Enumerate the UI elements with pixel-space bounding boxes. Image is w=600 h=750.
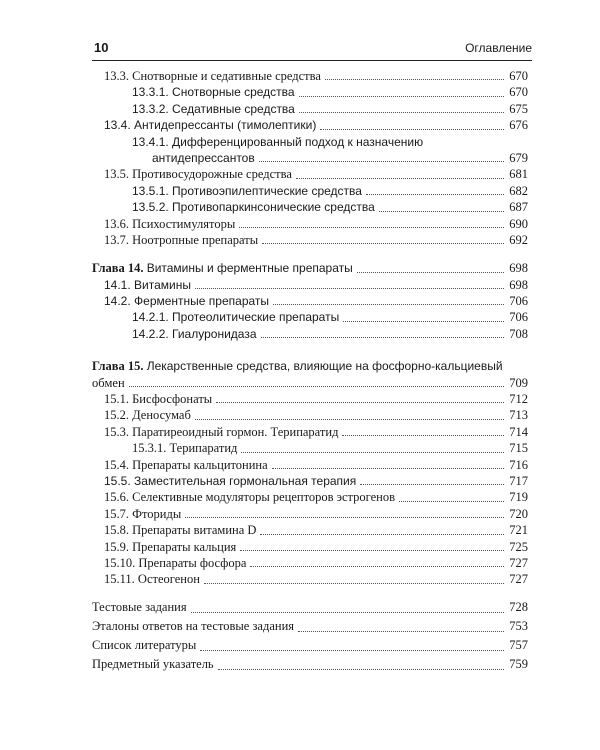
toc-entry[interactable]: [92, 407, 528, 423]
page-ref: 716: [509, 457, 528, 472]
page-ref: 676: [509, 118, 528, 133]
running-title: Оглавление: [465, 41, 532, 55]
chapter-title: Лекарственные средства, влияющие на фосфорно-кальциевый: [146, 359, 503, 374]
toc-entry-title: 13.3.1. Снотворные средства: [132, 85, 295, 100]
leader-dots: [259, 160, 504, 162]
leader-dots: [185, 516, 504, 518]
leader-dots: [366, 193, 504, 195]
leader-dots: [250, 565, 504, 567]
toc-chapter-15-items: [92, 391, 528, 588]
toc-entry[interactable]: [92, 522, 528, 538]
toc-entry[interactable]: [92, 293, 528, 309]
toc-entry-title: 15.10. Препараты фосфора: [104, 555, 247, 570]
toc-entry[interactable]: [92, 134, 528, 150]
leader-dots: [320, 128, 504, 130]
page-ref: 706: [509, 310, 528, 325]
toc-entry[interactable]: [92, 84, 528, 100]
toc-chapter-heading[interactable]: [92, 260, 528, 276]
page-ref: 727: [509, 555, 528, 570]
toc-entry-title: 15.7. Фториды: [104, 506, 182, 521]
leader-dots: [204, 582, 504, 584]
toc-entry[interactable]: [92, 150, 528, 166]
page-ref: 720: [509, 506, 528, 521]
page-ref: 719: [509, 490, 528, 505]
toc-entry[interactable]: [92, 555, 528, 571]
toc-entry-title: 15.11. Остеогенон: [104, 572, 200, 587]
leader-dots: [342, 434, 504, 436]
toc-entry-title: 13.5. Противосудорожные средства: [104, 167, 292, 182]
toc-chapter-15: [92, 358, 528, 587]
toc-entry-title: 14.2.1. Протеолитические препараты: [132, 310, 340, 325]
toc-entry[interactable]: [92, 309, 528, 325]
toc-entry-title: 13.5.2. Противопаркинсонические средства: [132, 200, 375, 215]
leader-dots: [272, 467, 504, 469]
page-number: 10: [94, 40, 109, 55]
page-ref: 698: [509, 261, 528, 276]
leader-dots: [299, 111, 504, 113]
page-ref: 679: [509, 150, 528, 165]
toc-entry[interactable]: [92, 506, 528, 522]
toc-entry[interactable]: [92, 326, 528, 342]
page-ref: 753: [509, 618, 528, 633]
page-ref: 708: [509, 326, 528, 341]
page-ref: 728: [509, 599, 528, 614]
leader-dots: [195, 287, 504, 289]
leader-dots: [218, 668, 504, 670]
leader-dots: [239, 226, 504, 228]
toc-entry-title: 14.2. Ферментные препараты: [104, 294, 270, 309]
toc-entry-title: 15.1. Бисфосфонаты: [104, 392, 213, 407]
toc-entry-title: 13.6. Психостимуляторы: [104, 216, 236, 231]
leader-dots: [191, 611, 504, 613]
chapter-label: Глава 14.: [92, 261, 144, 276]
leader-dots: [273, 303, 504, 305]
toc-entry-title: 13.3. Снотворные и седативные средства: [104, 69, 321, 83]
toc-entry[interactable]: [92, 424, 528, 440]
toc-entry[interactable]: [92, 216, 528, 232]
toc-entry[interactable]: [92, 277, 528, 293]
leader-dots: [299, 95, 504, 97]
page-ref: 727: [509, 572, 528, 587]
leader-dots: [298, 630, 504, 632]
page-ref: 690: [509, 216, 528, 231]
page-ref: 757: [509, 637, 528, 652]
toc-entry[interactable]: [92, 183, 528, 199]
toc-entry-title: Эталоны ответов на тестовые задания: [92, 618, 295, 633]
toc-entry-title: антидепрессантов: [152, 150, 255, 165]
chapter-title: Витамины и ферментные препараты: [146, 261, 353, 276]
toc-entry-title: 15.4. Препараты кальцитонина: [104, 457, 268, 472]
toc-entry-title: Тестовые задания: [92, 599, 187, 614]
page-ref: 687: [509, 200, 528, 215]
toc-entry-title: 14.1. Витамины: [104, 277, 191, 292]
toc-entry[interactable]: [92, 232, 528, 248]
chapter-label: Глава 15.: [92, 359, 144, 374]
toc-entry-title: 15.3.1. Терипаратид: [132, 441, 238, 456]
toc-back-matter-entry[interactable]: [92, 655, 528, 674]
page-ref: 698: [509, 277, 528, 292]
leader-dots: [296, 177, 504, 179]
toc-entry-title: 15.3. Паратиреоидный гормон. Терипаратид: [104, 424, 339, 439]
toc-entry-title: Предметный указатель: [92, 656, 214, 671]
toc-chapter-14: [92, 260, 528, 342]
chapter-title-cont: обмен: [92, 375, 125, 390]
page-header: [92, 38, 532, 61]
page-ref: 759: [509, 656, 528, 671]
toc-entry-title: 15.6. Селективные модуляторы рецепторов эстрогенов: [104, 490, 396, 505]
toc-entry[interactable]: [92, 473, 528, 489]
toc-entry[interactable]: [92, 457, 528, 473]
toc-back-matter-entry[interactable]: [92, 617, 528, 636]
toc-entry-title: 15.2. Деносумаб: [104, 408, 191, 423]
toc-entry-title: 15.5. Заместительная гормональная терапия: [104, 473, 357, 488]
table-of-contents: [92, 68, 528, 674]
toc-entry-title: 13.3.2. Седативные средства: [132, 101, 295, 116]
page-ref: 709: [509, 375, 528, 390]
page-ref: 721: [509, 523, 528, 538]
leader-dots: [200, 649, 504, 651]
toc-entry-title: 13.5.1. Противоэпилептические средства: [132, 183, 362, 198]
page-ref: 712: [509, 392, 528, 407]
toc-entry[interactable]: [92, 101, 528, 117]
leader-dots: [360, 483, 504, 485]
toc-entry[interactable]: [92, 68, 528, 84]
toc-entry[interactable]: [92, 199, 528, 215]
leader-dots: [216, 401, 504, 403]
leader-dots: [240, 549, 504, 551]
toc-back-matter-entry[interactable]: [92, 636, 528, 655]
leader-dots: [261, 336, 505, 338]
toc-entry[interactable]: [92, 571, 528, 587]
toc-entry-title: Список литературы: [92, 637, 197, 652]
toc-entry-title: 14.2.2. Гиалуронидаза: [132, 326, 257, 341]
toc-entry-title: 13.4.1. Дифференцированный подход к назначению: [132, 134, 424, 149]
page-ref: 682: [509, 183, 528, 198]
leader-dots: [241, 451, 504, 453]
toc-entry-title: 13.4. Антидепрессанты (тимолептики): [104, 118, 317, 133]
page-ref: 692: [509, 232, 528, 247]
toc-entry[interactable]: [92, 489, 528, 505]
toc-entry[interactable]: [92, 391, 528, 407]
leader-dots: [195, 418, 504, 420]
toc-entry-title: 15.8. Препараты витамина D: [104, 523, 257, 538]
page-ref: 706: [509, 294, 528, 309]
leader-dots: [262, 242, 504, 244]
page-ref: 714: [509, 424, 528, 439]
toc-section-13: [92, 68, 528, 248]
leader-dots: [129, 385, 504, 387]
page-ref: 725: [509, 539, 528, 554]
leader-dots: [343, 320, 504, 322]
leader-dots: [399, 500, 504, 502]
toc-entry[interactable]: [92, 166, 528, 182]
page-ref: 717: [509, 473, 528, 488]
page-ref: 681: [509, 167, 528, 182]
toc-entry[interactable]: [92, 440, 528, 456]
toc-back-matter: [92, 598, 528, 674]
leader-dots: [325, 78, 504, 80]
toc-chapter-heading[interactable]: [92, 358, 528, 374]
leader-dots: [260, 533, 504, 535]
toc-entry-title: 13.7. Ноотропные препараты: [104, 232, 259, 247]
toc-entry[interactable]: [92, 539, 528, 555]
toc-entry[interactable]: [92, 117, 528, 133]
leader-dots: [357, 271, 504, 273]
page-ref: 670: [509, 85, 528, 100]
toc-chapter-heading-cont[interactable]: [92, 375, 528, 391]
leader-dots: [379, 210, 504, 212]
toc-entry-title: 15.9. Препараты кальция: [104, 539, 237, 554]
page-ref: 675: [509, 101, 528, 116]
page-ref: 713: [509, 408, 528, 423]
page-ref: 670: [509, 69, 528, 83]
toc-back-matter-entry[interactable]: [92, 598, 528, 617]
toc-chapter-14-items: [92, 277, 528, 343]
page-ref: 715: [509, 441, 528, 456]
